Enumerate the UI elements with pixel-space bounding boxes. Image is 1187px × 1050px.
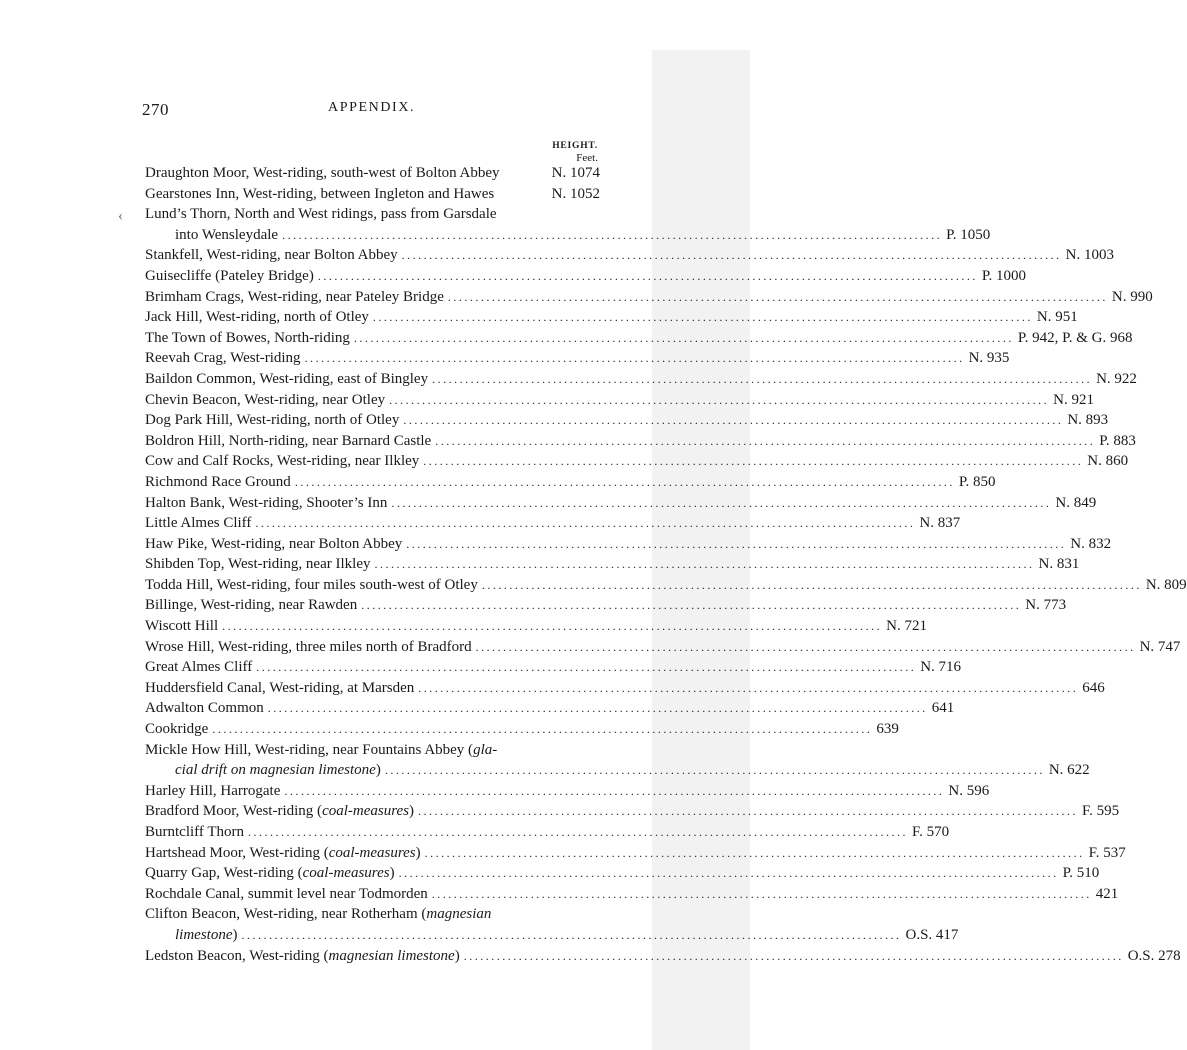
entry-name: Boldron Hill, North-riding, near Barnard Castle bbox=[145, 432, 432, 449]
entry-height: N. 951 bbox=[1036, 309, 1078, 326]
entry-name: Clifton Beacon, West-riding, near Rotherham (magnesian bbox=[145, 906, 492, 923]
entry-height: N. 809 bbox=[1145, 576, 1187, 593]
list-item bbox=[145, 575, 1187, 596]
entry-name: Adwalton Common bbox=[145, 700, 264, 717]
entry-height: N. 849 bbox=[1055, 494, 1097, 511]
list-item bbox=[145, 184, 600, 205]
entry-name: Great Almes Cliff bbox=[145, 659, 253, 676]
leader-dots: ........................................................................................................................ bbox=[294, 474, 955, 489]
entry-height: N. 860 bbox=[1087, 453, 1129, 470]
list-item bbox=[145, 328, 1133, 349]
leader-dots: ........................................................................................................................ bbox=[374, 557, 1035, 572]
entry-name: The Town of Bowes, North-riding bbox=[145, 329, 350, 346]
leader-dots: ........................................................................................................................ bbox=[435, 433, 1096, 448]
entry-height: N. 935 bbox=[968, 350, 1010, 367]
entry-name: Quarry Gap, West-riding (coal-measures) bbox=[145, 865, 395, 882]
entry-name: Reevah Crag, West-riding bbox=[145, 350, 301, 367]
entry-height: P. 883 bbox=[1099, 432, 1136, 449]
entry-height: P. 942, P. & G. 968 bbox=[1017, 329, 1133, 346]
list-item bbox=[145, 163, 600, 184]
list-item bbox=[145, 863, 1100, 884]
entry-height: N. 596 bbox=[948, 782, 990, 799]
leader-dots: ........................................................................................................................ bbox=[475, 639, 1136, 654]
leader-dots: ........................................................................................................................ bbox=[424, 845, 1085, 860]
entry-height: N. 716 bbox=[920, 659, 962, 676]
list-item bbox=[145, 946, 1181, 967]
leader-dots: ........................................................................................................................ bbox=[384, 763, 1045, 778]
height-list bbox=[145, 163, 1187, 966]
list-item bbox=[145, 390, 1094, 411]
entry-name: Shibden Top, West-riding, near Ilkley bbox=[145, 556, 371, 573]
entry-name: Billinge, West-riding, near Rawden bbox=[145, 597, 358, 614]
leader-dots: ........................................................................................................................ bbox=[403, 413, 1064, 428]
leader-dots: ........................................................................................................................ bbox=[282, 227, 943, 242]
entry-name: Todda Hill, West-riding, four miles south-west of Otley bbox=[145, 576, 478, 593]
entry-name: Chevin Beacon, West-riding, near Otley bbox=[145, 391, 386, 408]
entry-height: N. 837 bbox=[919, 515, 961, 532]
list-item bbox=[145, 822, 950, 843]
list-item bbox=[145, 740, 1090, 781]
leader-dots: ........................................................................................................................ bbox=[304, 351, 965, 366]
entry-name: Huddersfield Canal, West-riding, at Marsden bbox=[145, 679, 415, 696]
entry-height: O.S. 278 bbox=[1127, 947, 1181, 964]
leader-dots: ........................................................................................................................ bbox=[353, 330, 1014, 345]
list-item bbox=[145, 245, 1114, 266]
leader-dots: ........................................................................................................................ bbox=[391, 495, 1052, 510]
entry-name: Little Almes Cliff bbox=[145, 515, 252, 532]
entry-height: N. 832 bbox=[1070, 535, 1112, 552]
list-item bbox=[145, 637, 1181, 658]
feet-header: Feet. bbox=[576, 152, 598, 164]
list-item bbox=[145, 410, 1109, 431]
leader-dots: ........................................................................................................................ bbox=[423, 454, 1084, 469]
entry-name: Stankfell, West-riding, near Bolton Abbey bbox=[145, 247, 398, 264]
entry-height: F. 595 bbox=[1082, 803, 1120, 820]
leader-dots: ........................................................................................................................ bbox=[406, 536, 1067, 551]
list-item bbox=[145, 678, 1105, 699]
entry-height: P. 850 bbox=[958, 473, 996, 490]
entry-name: Jack Hill, West-riding, north of Otley bbox=[145, 309, 369, 326]
entry-name-continued: into Wensleydale bbox=[175, 226, 279, 243]
list-item bbox=[145, 204, 991, 245]
list-item bbox=[145, 534, 1112, 555]
list-item bbox=[145, 616, 927, 637]
entry-height: P. 510 bbox=[1062, 865, 1100, 882]
list-item bbox=[145, 431, 1136, 452]
leader-dots: ........................................................................................................................ bbox=[317, 268, 978, 283]
list-item bbox=[145, 698, 955, 719]
entry-height: N. 773 bbox=[1025, 597, 1067, 614]
entry-name: Cookridge bbox=[145, 721, 209, 738]
entry-height: F. 570 bbox=[912, 824, 950, 840]
list-item bbox=[145, 287, 1153, 308]
entry-name: Hartshead Moor, West-riding (coal-measures) bbox=[145, 844, 421, 861]
entry-height: P. 1000 bbox=[981, 267, 1027, 284]
leader-dots: ........................................................................................................................ bbox=[248, 825, 909, 839]
entry-name: Guisecliffe (Pateley Bridge) bbox=[145, 267, 314, 284]
entry-name: Bradford Moor, West-riding (coal-measures) bbox=[145, 803, 414, 820]
entry-name: Harley Hill, Harrogate bbox=[145, 782, 281, 799]
entry-name-continued: cial drift on magnesian limestone) bbox=[175, 762, 381, 779]
entry-name: Wiscott Hill bbox=[145, 618, 219, 635]
leader-dots: ........................................................................................................................ bbox=[431, 886, 1092, 901]
entry-name-continued: limestone) bbox=[175, 926, 238, 943]
leader-dots: ........................................................................................................................ bbox=[212, 722, 873, 737]
leader-dots: ........................................................................................................................ bbox=[398, 866, 1059, 881]
entry-height: N. 893 bbox=[1067, 412, 1109, 429]
entry-name: Rochdale Canal, summit level near Todmorden bbox=[145, 885, 428, 902]
list-item bbox=[145, 781, 990, 802]
entry-height: F. 537 bbox=[1088, 844, 1126, 861]
list-item bbox=[145, 348, 1010, 369]
leader-dots: ........................................................................................................................ bbox=[418, 804, 1078, 819]
height-header: HEIGHT. bbox=[552, 141, 598, 151]
entry-name: Mickle How Hill, West-riding, near Fountains Abbey (gla- bbox=[145, 741, 498, 758]
list-item bbox=[145, 369, 1137, 390]
leader-dots: ........................................................................................................................ bbox=[401, 248, 1062, 263]
list-item bbox=[145, 266, 1027, 287]
entry-height: O.S. 417 bbox=[905, 926, 959, 943]
list-item bbox=[145, 513, 961, 534]
page-number: 270 bbox=[142, 100, 169, 119]
leader-dots: ........................................................................................................................ bbox=[481, 577, 1142, 592]
entry-height: N. 1052 bbox=[551, 185, 600, 202]
leader-dots: ........................................................................................................................ bbox=[284, 783, 945, 798]
list-item bbox=[145, 451, 1129, 472]
entry-name: Gearstones Inn, West-riding, between Ingleton and Hawes bbox=[145, 185, 495, 202]
entry-name: Lund’s Thorn, North and West ridings, pass from Garsdale bbox=[145, 206, 497, 223]
entry-name: Baildon Common, West-riding, east of Bingley bbox=[145, 370, 429, 387]
entry-name: Haw Pike, West-riding, near Bolton Abbey bbox=[145, 535, 403, 552]
entry-height: N. 747 bbox=[1139, 638, 1181, 655]
entry-height: 639 bbox=[876, 721, 899, 738]
entry-name: Brimham Crags, West-riding, near Pateley Bridge bbox=[145, 288, 444, 305]
leader-dots: ........................................................................................................................ bbox=[255, 516, 916, 531]
entry-height: P. 1050 bbox=[946, 226, 991, 243]
entry-name: Cow and Calf Rocks, West-riding, near Ilkley bbox=[145, 453, 420, 470]
leader-dots: ........................................................................................................................ bbox=[432, 371, 1093, 386]
leader-dots: ........................................................................................................................ bbox=[267, 701, 928, 716]
entry-height: N. 831 bbox=[1038, 556, 1080, 573]
list-item bbox=[145, 801, 1120, 822]
height-column-header bbox=[518, 140, 598, 164]
leader-dots: ........................................................................................................................ bbox=[447, 289, 1108, 304]
list-item bbox=[145, 719, 899, 740]
leader-dots: ........................................................................................................................ bbox=[241, 927, 902, 942]
list-item bbox=[145, 493, 1097, 514]
entry-name: Halton Bank, West-riding, Shooter’s Inn bbox=[145, 494, 388, 511]
list-item bbox=[145, 884, 1119, 905]
entry-name: Richmond Race Ground bbox=[145, 473, 291, 490]
list-item bbox=[145, 307, 1078, 328]
entry-height: 421 bbox=[1095, 885, 1119, 902]
entry-height: N. 990 bbox=[1111, 288, 1153, 305]
leader-dots: ........................................................................................................................ bbox=[222, 619, 883, 634]
entry-name: Ledston Beacon, West-riding (magnesian limestone) bbox=[145, 947, 460, 964]
leader-dots: ........................................................................................................................ bbox=[389, 392, 1050, 407]
entry-height: N. 921 bbox=[1053, 391, 1094, 408]
entry-height: N. 721 bbox=[886, 618, 927, 635]
entry-height: 646 bbox=[1082, 679, 1105, 696]
leader-dots: ........................................................................................................................ bbox=[361, 598, 1022, 613]
list-item bbox=[145, 843, 1126, 864]
list-item bbox=[145, 657, 962, 678]
leader-dots: ........................................................................................................................ bbox=[256, 660, 917, 675]
list-item bbox=[145, 595, 1067, 616]
entry-name: Draughton Moor, West-riding, south-west of Bolton Abbey bbox=[145, 165, 500, 181]
entry-height: N. 622 bbox=[1048, 762, 1090, 779]
entry-name: Burntcliff Thorn bbox=[145, 824, 245, 840]
leader-dots: ........................................................................................................................ bbox=[372, 310, 1033, 325]
list-item bbox=[145, 554, 1080, 575]
leader-dots: ........................................................................................................................ bbox=[463, 948, 1124, 963]
list-item bbox=[145, 904, 959, 945]
entry-height: N. 1074 bbox=[551, 165, 600, 181]
margin-pencil-mark: ‹ bbox=[118, 208, 123, 224]
entry-height: 641 bbox=[931, 700, 955, 717]
leader-dots: ........................................................................................................................ bbox=[418, 680, 1079, 695]
list-item bbox=[145, 472, 996, 493]
entry-name: Wrose Hill, West-riding, three miles north of Bradford bbox=[145, 638, 472, 655]
running-head: APPENDIX. bbox=[328, 100, 416, 115]
entry-name: Dog Park Hill, West-riding, north of Otley bbox=[145, 412, 400, 429]
entry-height: N. 1003 bbox=[1065, 247, 1114, 264]
entry-height: N. 922 bbox=[1096, 370, 1137, 387]
